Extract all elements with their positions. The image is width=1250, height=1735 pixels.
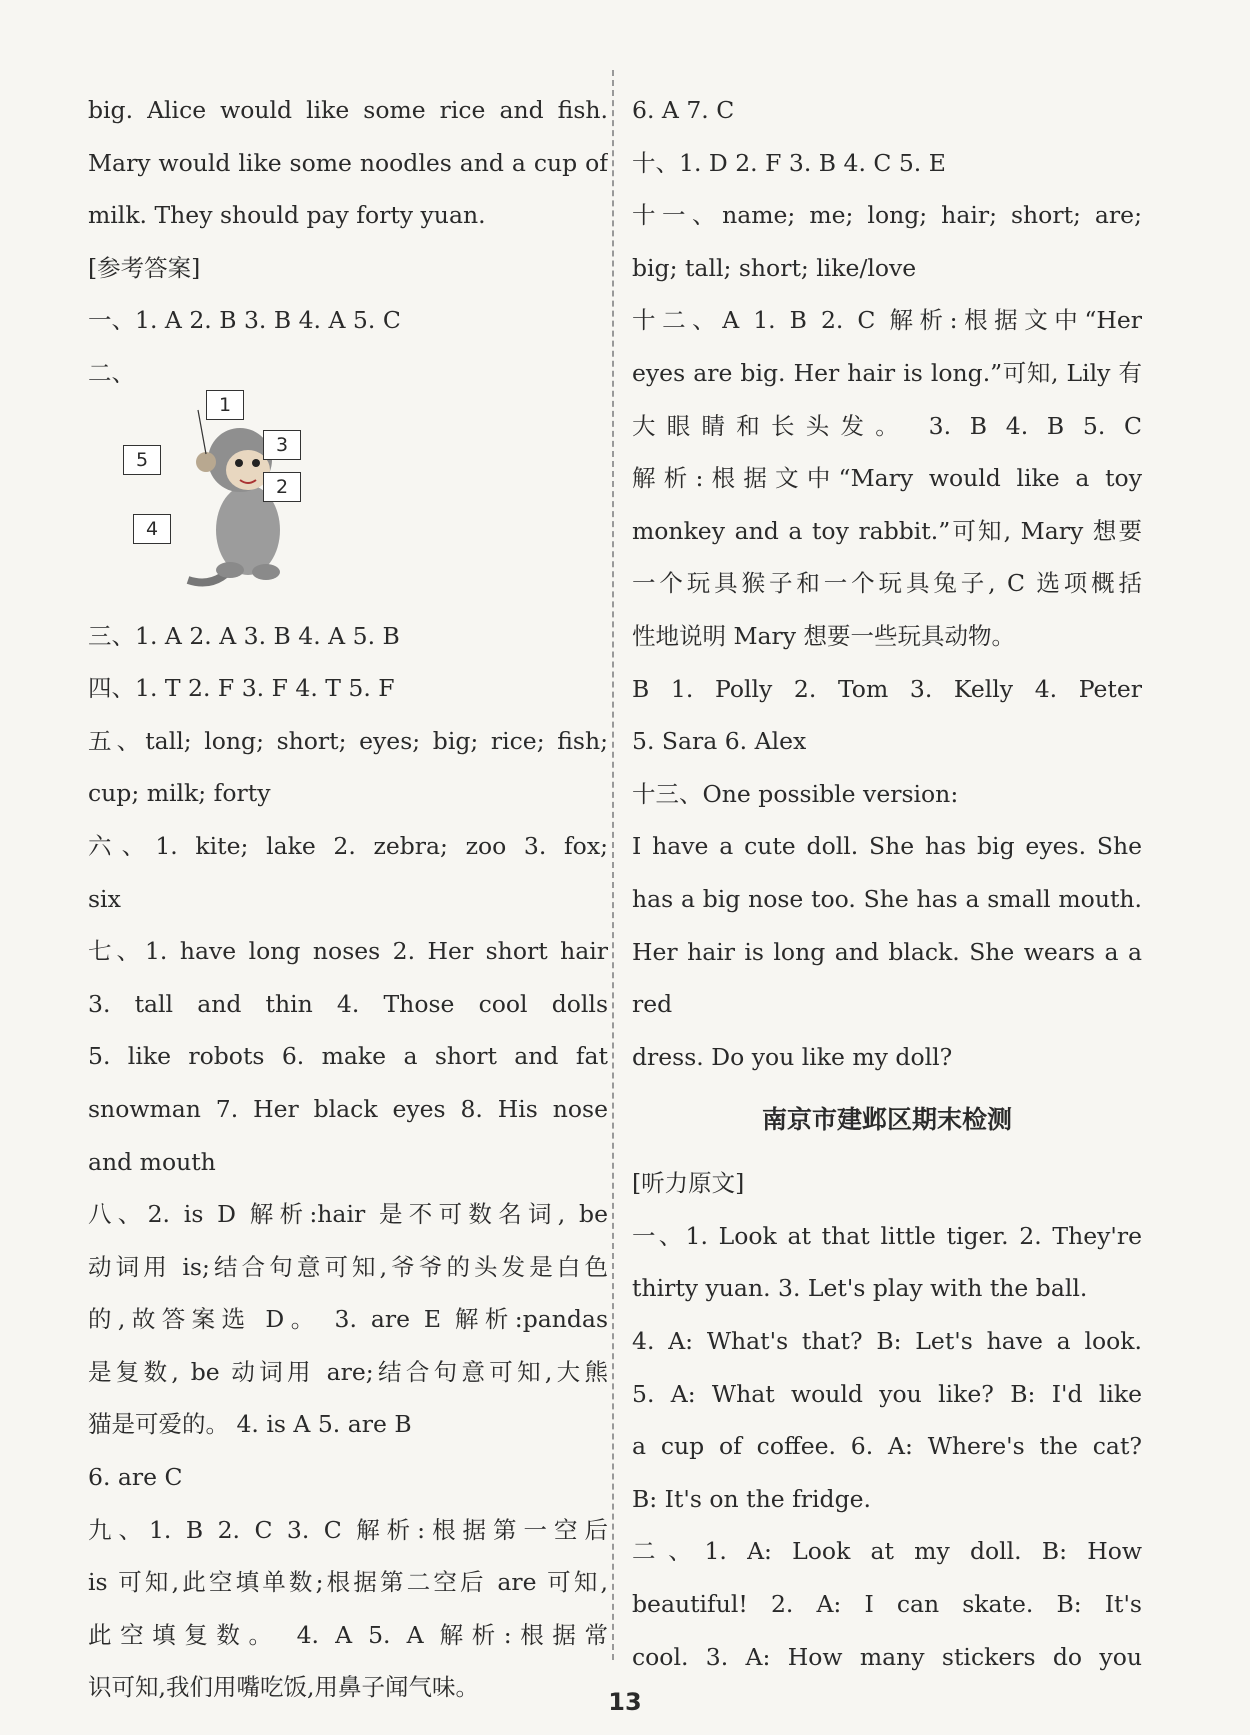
answer-line: 6. A 7. C (632, 96, 735, 124)
answer-9-cont: 识可知,我们用嘴吃饭,用鼻子闻气味。 (88, 1673, 479, 1702)
listening-line: thirty yuan. 3. Let's play with the ball. (632, 1274, 1088, 1303)
answer-8-cont: 6. are C (88, 1463, 183, 1492)
listening-line: a cup of coffee. 6. A: Where's the cat? (632, 1432, 1142, 1461)
answer-2-label: 二、 (88, 358, 135, 387)
monkey-illustration (128, 390, 348, 590)
answer-line: monkey and a toy rabbit.”可知, Mary 想要 (632, 516, 1142, 545)
column-divider (612, 70, 614, 1660)
answer-3: 三、1. A 2. A 3. B 4. A 5. B (88, 621, 400, 650)
listening-line: cool. 3. A: How many stickers do you (632, 1642, 1142, 1671)
answer-line: 十三、One possible version: (632, 779, 959, 808)
label-box-2: 2 (263, 472, 301, 502)
label-box-1: 1 (206, 390, 244, 420)
answer-5-cont: cup; milk; forty (88, 779, 271, 808)
answer-7: 七、1. have long noses 2. Her short hair (88, 937, 608, 966)
left-column (88, 84, 608, 1714)
answer-8-cont: 的,故答案选 D。 3. are E 解析:pandas (88, 1305, 608, 1334)
answer-1: 一、1. A 2. B 3. B 4. A 5. C (88, 306, 401, 335)
essay-line: I have a cute doll. She has big eyes. She (632, 832, 1142, 861)
answer-6-cont: six (88, 884, 121, 913)
ref-answer-header: [参考答案] (88, 253, 201, 282)
answer-8-cont: 猫是可爱的。 4. is A 5. are B (88, 1410, 412, 1439)
answer-line: 5. Sara 6. Alex (632, 727, 807, 756)
text-line: Mary would like some noodles and a cup of (88, 148, 608, 177)
answer-4: 四、1. T 2. F 3. F 4. T 5. F (88, 674, 395, 703)
answer-line: 大眼睛和长头发。 3. B 4. B 5. C (632, 411, 1142, 440)
answer-line: 性地说明 Mary 想要一些玩具动物。 (632, 621, 1016, 650)
answer-6: 六、1. kite; lake 2. zebra; zoo 3. fox; (88, 831, 608, 860)
label-box-4: 4 (133, 514, 171, 544)
answer-9-cont: is 可知,此空填单数;根据第二空后 are 可知, (88, 1568, 608, 1597)
text-line: big. Alice would like some rice and fish. (88, 96, 608, 124)
label-box-5: 5 (123, 445, 161, 475)
answer-5: 五、tall; long; short; eyes; big; rice; fish; (88, 726, 608, 755)
answer-8-cont: 是复数, be 动词用 are;结合句意可知,大熊 (88, 1357, 608, 1386)
answer-9-cont: 此空填复数。 4. A 5. A 解析:根据常 (88, 1620, 608, 1649)
text-line: milk. They should pay forty yuan. (88, 201, 486, 230)
essay-line: dress. Do you like my doll? (632, 1042, 953, 1071)
listening-line: 一、1. Look at that little tiger. 2. They're (632, 1221, 1142, 1250)
listening-line: 5. A: What would you like? B: I'd like (632, 1379, 1142, 1408)
answer-line: 十一、name; me; long; hair; short; are; (632, 201, 1142, 230)
answer-7-cont: snowman 7. Her black eyes 8. His nose (88, 1094, 608, 1123)
listening-header: [听力原文] (632, 1169, 745, 1198)
answer-line: eyes are big. Her hair is long.”可知, Lily 有 (632, 358, 1142, 387)
answer-9: 九、1. B 2. C 3. C 解析:根据第一空后 (88, 1515, 608, 1544)
listening-line: beautiful! 2. A: I can skate. B: It's (632, 1590, 1142, 1619)
right-column (632, 84, 1142, 1683)
listening-line: 4. A: What's that? B: Let's have a look. (632, 1327, 1142, 1356)
essay-line: Her hair is long and black. She wears a a red (632, 937, 1142, 1019)
answer-7-cont: 3. tall and thin 4. Those cool dolls (88, 989, 608, 1018)
page-number: 13 (608, 1688, 642, 1716)
monkey-labeling-figure (88, 393, 608, 610)
answer-8: 八、2. is D 解析:hair 是不可数名词, be (88, 1200, 608, 1229)
listening-line: B: It's on the fridge. (632, 1484, 871, 1513)
answer-line: 十二、A 1. B 2. C 解析:根据文中“Her (632, 306, 1142, 335)
answer-8-cont: 动词用 is;结合句意可知,爷爷的头发是白色 (88, 1252, 608, 1281)
answer-line: 十、1. D 2. F 3. B 4. C 5. E (632, 148, 946, 177)
answer-line: 一个玩具猴子和一个玩具兔子, C 选项概括 (632, 569, 1142, 598)
label-box-3: 3 (263, 430, 301, 460)
answer-7-cont: 5. like robots 6. make a short and fat (88, 1042, 608, 1071)
section-title: 南京市建邺区期末检测 (761, 1105, 1012, 1135)
answer-line: 解析:根据文中“Mary would like a toy (632, 464, 1142, 493)
answer-line: B 1. Polly 2. Tom 3. Kelly 4. Peter (632, 674, 1142, 703)
answer-line: big; tall; short; like/love (632, 253, 917, 282)
essay-line: has a big nose too. She has a small mouth. (632, 884, 1142, 913)
listening-line: 二、1. A: Look at my doll. B: How (632, 1537, 1142, 1566)
answer-7-cont: and mouth (88, 1147, 216, 1176)
